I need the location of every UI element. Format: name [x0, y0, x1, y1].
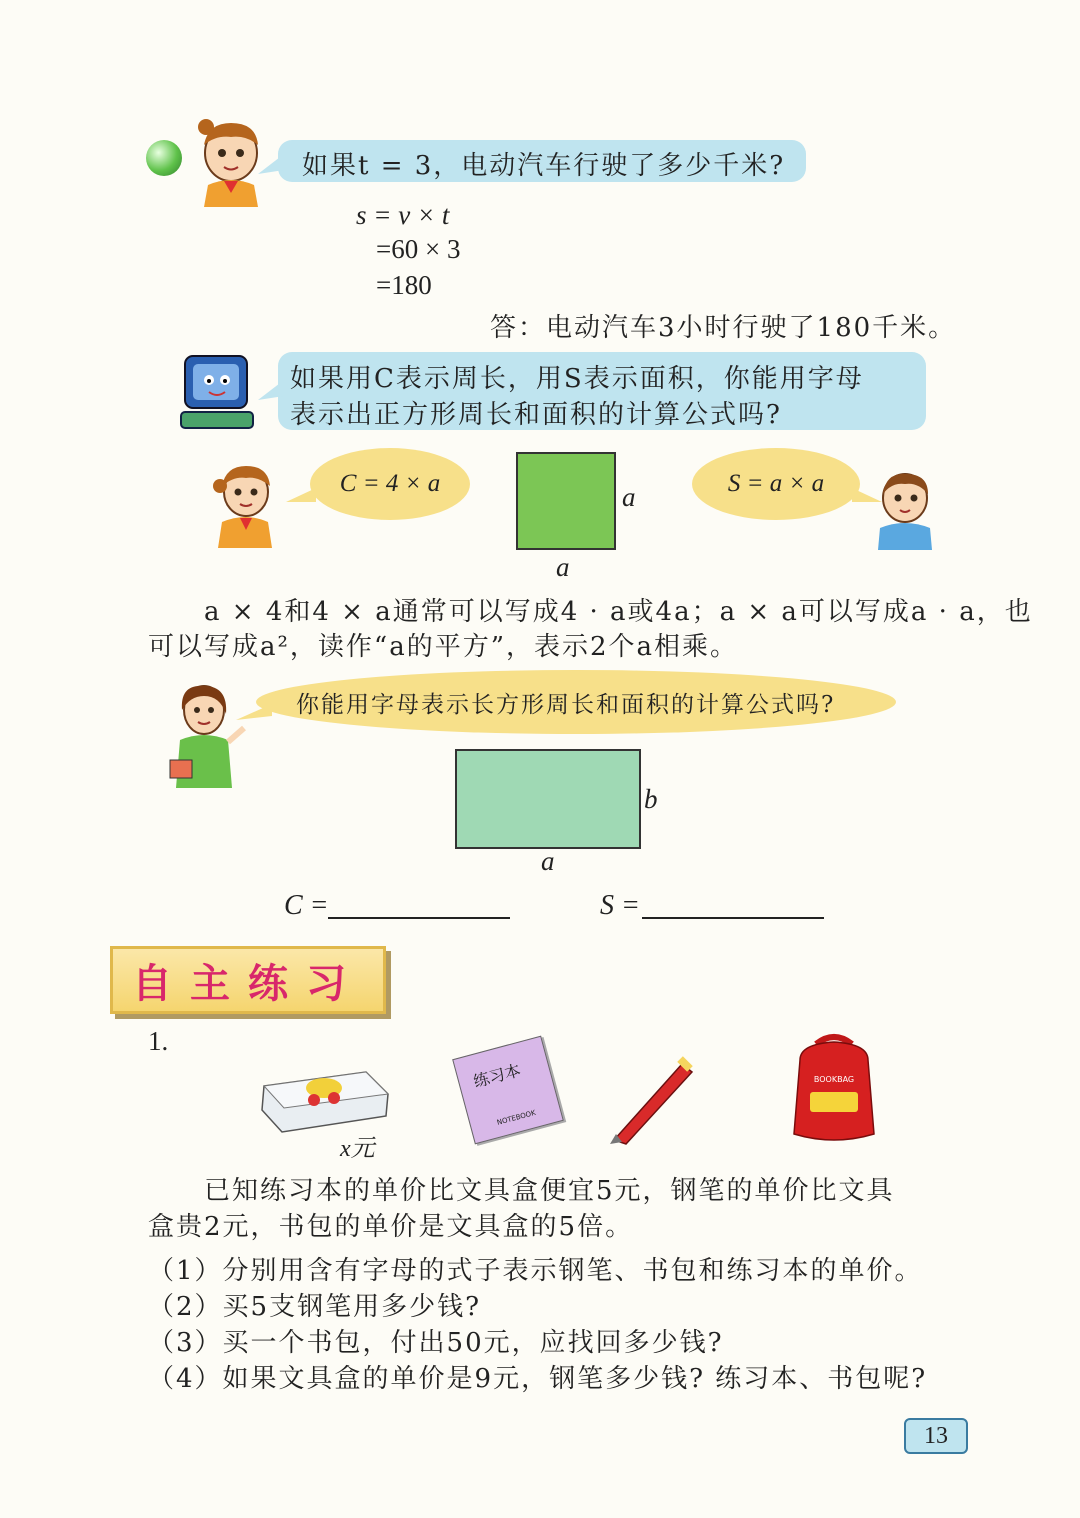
exercise-item-2: （2）买5支钢笔用多少钱?	[148, 1292, 482, 1322]
notebook-illustration	[452, 1036, 564, 1145]
page-number: 13	[924, 1422, 948, 1449]
notebook-cover-small-text: NOTEBOOK	[496, 1108, 537, 1127]
exercise-item-1: （1）分别用含有字母的式子表示钢笔、书包和练习本的单价。	[148, 1256, 923, 1286]
question-text-t3: 如果t = 3，电动汽车行驶了多少千米?	[302, 151, 786, 181]
bubble-tail	[236, 704, 272, 724]
backpack-illustration	[786, 1030, 882, 1146]
page-number-box	[904, 1418, 968, 1454]
bubble-tail	[286, 488, 316, 508]
note-line-1: a × 4和4 × a通常可以写成4 · a或4a；a × a可以写成a · a，也	[204, 597, 1033, 627]
formula-perimeter: C = 4 × a	[339, 470, 441, 497]
exercise-item-3: （3）买一个书包，付出50元，应找回多少钱?	[148, 1328, 724, 1358]
formula-bubble-perimeter	[310, 448, 470, 520]
notebook-cover-text: 练习本	[471, 1060, 523, 1092]
question-text-rectangle: 你能用字母表示长方形周长和面积的计算公式吗?	[296, 692, 836, 718]
pencil-box-price: x元	[340, 1136, 375, 1162]
area-answer-blank[interactable]	[642, 917, 824, 919]
square-bottom-label: a	[556, 552, 570, 582]
teacher-character-illustration	[160, 680, 252, 788]
exercise-number: 1.	[148, 1026, 169, 1056]
perimeter-answer-blank[interactable]	[328, 917, 510, 919]
section-title-box	[110, 946, 386, 1014]
rectangle-bottom-label: a	[541, 846, 555, 876]
girl-character-illustration	[208, 458, 288, 548]
boy-character-illustration	[872, 468, 938, 550]
square-side-label: a	[622, 482, 636, 512]
note-line-2: 可以写成a²，读作“a的平方”，表示2个a相乘。	[148, 632, 739, 662]
question-text-square-2: 表示出正方形周长和面积的计算公式吗?	[290, 400, 782, 430]
area-blank-label: S =	[600, 890, 640, 921]
bubble-tail	[258, 378, 284, 402]
calc-line-1: s = v × t	[356, 200, 450, 230]
pen-illustration	[604, 1054, 700, 1146]
pencil-box-illustration	[258, 1058, 394, 1136]
rectangle-side-label: b	[644, 784, 658, 814]
question-text-square-1: 如果用C表示周长，用S表示面积，你能用字母	[290, 364, 864, 394]
perimeter-blank-label: C =	[284, 890, 329, 921]
exercise-paragraph-line-2: 盒贵2元，书包的单价是文具盒的5倍。	[148, 1212, 634, 1242]
exercise-paragraph-line-1: 已知练习本的单价比文具盒便宜5元，钢笔的单价比文具	[204, 1176, 895, 1206]
calc-answer: 答：电动汽车3小时行驶了180千米。	[490, 313, 957, 343]
backpack-label: BOOKBAG	[813, 1075, 855, 1084]
computer-character-illustration	[175, 352, 265, 432]
calc-line-3: =180	[376, 270, 432, 300]
square-shape	[516, 452, 616, 550]
calc-line-2: =60 × 3	[376, 234, 461, 264]
rectangle-shape	[455, 749, 641, 849]
formula-bubble-area	[692, 448, 860, 520]
exercise-item-4: （4）如果文具盒的单价是9元，钢笔多少钱? 练习本、书包呢?	[148, 1364, 928, 1394]
formula-area: S = a × a	[727, 470, 825, 497]
section-title: 自主练习	[132, 960, 364, 1007]
bubble-tail	[258, 152, 284, 176]
green-ball-icon	[146, 140, 182, 176]
